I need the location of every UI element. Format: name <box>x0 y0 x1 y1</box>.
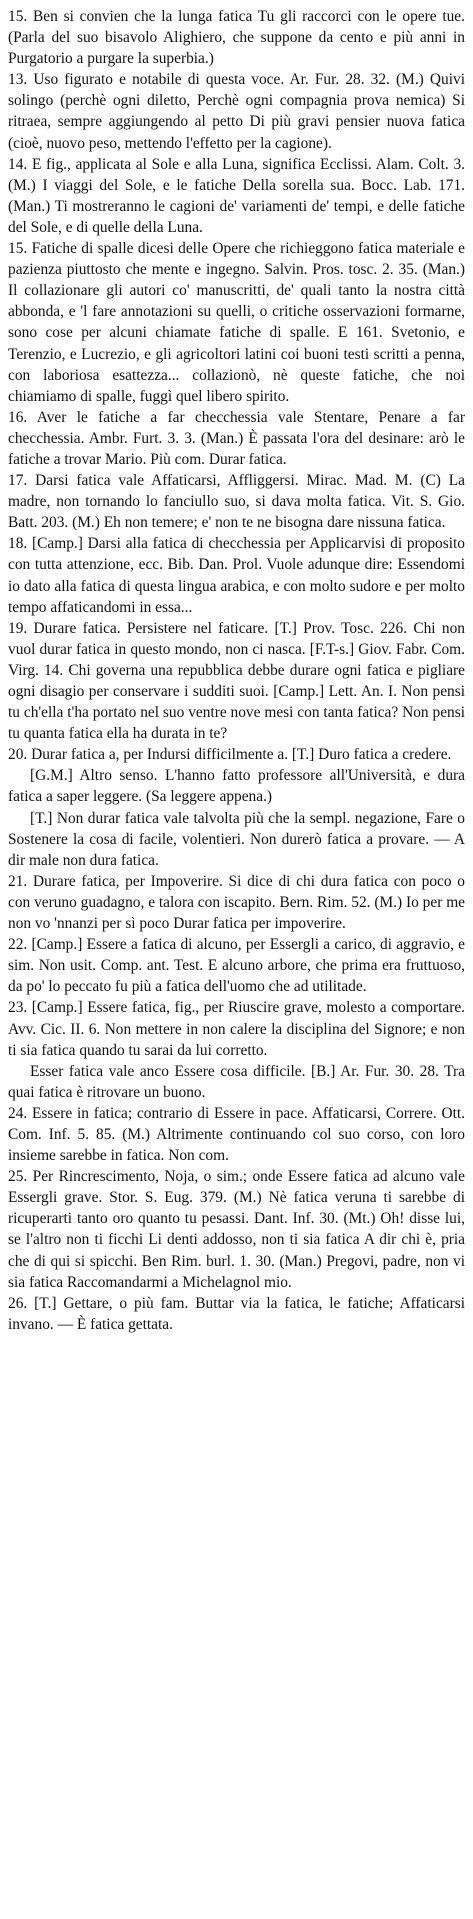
entry-16: 16. Aver le fatiche a far checchessia vale Stentare, Penare a far checchessia. Ambr. Furt. 3. 3. (Man.) È passata l'ora del desinare: arò le fatiche a trovar Mario. Più com. Durar fatica. <box>8 408 465 468</box>
entry-25: 25. Per Rincrescimento, Noja, o sim.; onde Essere fatica ad alcuno vale Essergli grave. Stor. S. Eug. 379. (M.) Nè fatica veruna ti sarebbe di ricuperarti tanto oro quanto tu pesassi. Dant. Inf. 30. (Mt.) Oh! disse lui, se l'altro non ti ficchi Li denti addosso, non ti sia fatica A dir chi è, pria che di qui si spicchi. Ben Rim. burl. 1. 30. (Man.) Pregovi, padre, non vi sia fatica Raccomandarmi a Michelagnol mio. <box>8 1168 465 1291</box>
entry-20-non-durar: [T.] Non durar fatica vale talvolta più che la sempl. negazione, Fare o Sostenere la cosa di facile, volentieri. Non durerò fatica a provare. — A dir male non dura fatica. <box>8 809 465 869</box>
entry-18: 18. [Camp.] Darsi alla fatica di checchessia per Applicarvisi di proposito con tutta attenzione, ecc. Bib. Dan. Prol. Vuole adunque dire: Essendomi io dato alla fatica di questa lingua arabica, e con molto sudore e per molto tempo affaticandomi in essa... <box>8 535 465 616</box>
entry-15-fatiche-di-spalle: 15. Fatiche di spalle dicesi delle Opere che richieggono fatica materiale e pazienza piuttosto che mente e ingegno. Salvin. Pros. tosc. 2. 35. (Man.) Il collazionare gli autori co' manuscritti, de' quali tanto la nostra città abbonda, e 'l fare annotazioni su quelli, o critiche osservazioni formarne, sono cose per alcuni chiamate fatiche di spalle. E 161. Svetonio, e Terenzio, e Lucrezio, e gli agricoltori latini coi buoni testi scritti a penna, con laboriosa esattezza... collazionò, nè queste fatiche, che noi chiamiamo di spalle, fuggì quel libero spirito. <box>8 240 465 405</box>
entry-26: 26. [T.] Gettare, o più fam. Buttar via la fatica, le fatiche; Affaticarsi invano. — È fatica gettata. <box>8 1294 465 1333</box>
entry-22: 22. [Camp.] Essere a fatica di alcuno, per Essergli a carico, di aggravio, e sim. Non usit. Comp. ant. Test. E alcuno arbore, che prima era fruttuoso, da po' lo peccato fu più a fatica dell'uomo che ad utilitade. <box>8 936 465 996</box>
entry-19: 19. Durare fatica. Persistere nel faticare. [T.] Prov. Tosc. 226. Chi non vuol durar fatica in questo mondo, non ci nasca. [F.T-s.] Giov. Fabr. Com. Virg. 14. Chi governa una repubblica debbe durare ogni fatica e pigliare ogni disagio per conservare i sudditi suoi. [Camp.] Lett. An. I. Non pensi tu ch'ella t'ha portato nel suo ventre nove mesi con tanta fatica? Non pensi tu quanta fatica ella ha durata in te? <box>8 619 465 743</box>
entry-21: 21. Durare fatica, per Impoverire. Si dice di chi dura fatica con poco o con veruno guadagno, e talora con iscapito. Bern. Rim. 52. (M.) Io per me non vo 'nnanzi per sì poco Durar fatica per impoverire. <box>8 872 465 933</box>
entry-14: 14. E fig., applicata al Sole e alla Luna, significa Ecclissi. Alam. Colt. 3. (M.) I viaggi del Sole, e le fatiche Della sorella sua. Bocc. Lab. 171. (Man.) Ti mostreranno le cagioni de' variamenti de' tempi, e delle fatiche del Sole, e di quelle della Luna. <box>8 155 465 236</box>
entry-17: 17. Darsi fatica vale Affaticarsi, Affliggersi. Mirac. Mad. M. (C) La madre, non tornando lo fanciullo suo, si dava molta fatica. Vit. S. Gio. Batt. 203. (M.) Eh non temere; e' non te ne bisogna dare nissuna fatica. <box>8 472 465 532</box>
entry-23-esser-fatica: Esser fatica vale anco Essere cosa difficile. [B.] Ar. Fur. 30. 28. Tra quai fatica è ritrovare un buono. <box>8 1062 465 1101</box>
entry-23: 23. [Camp.] Essere fatica, fig., per Riuscire grave, molesto a comportare. Avv. Cic. II. 6. Non mettere in non calere la disciplina del Signore; e non ti sia fatica quando tu sarai da lui corretto. <box>8 999 465 1059</box>
entry-24: 24. Essere in fatica; contrario di Essere in pace. Affaticarsi, Correre. Ott. Com. Inf. 5. 85. (M.) Altrimente continuando col suo corso, con loro insieme sarebbe in fatica. Non com. <box>8 1104 465 1165</box>
entry-20-altro-senso: [G.M.] Altro senso. L'hanno fatto professore all'Università, e dura fatica a saper leggere. (Sa leggere appena.) <box>8 767 465 806</box>
entry-20: 20. Durar fatica a, per Indursi difficilmente a. [T.] Duro fatica a credere. <box>8 746 452 764</box>
entry-13: 13. Uso figurato e notabile di questa voce. Ar. Fur. 28. 32. (M.) Quivi solingo (perchè ogni diletto, Perchè ogni compagnia prova nemica) Si ritraea, sempre aggiungendo al petto Di più gravi pensier nuova fatica (cioè, nuovo peso, mettendo l'effetto per la cagione). <box>8 71 465 152</box>
entry-15: 15. Ben si convien che la lunga fatica Tu gli raccorci con le opere tue. (Parla del suo bisavolo Alighiero, che suppone da cento e più anni in Purgatorio a purgare la superbia.) <box>8 8 465 68</box>
